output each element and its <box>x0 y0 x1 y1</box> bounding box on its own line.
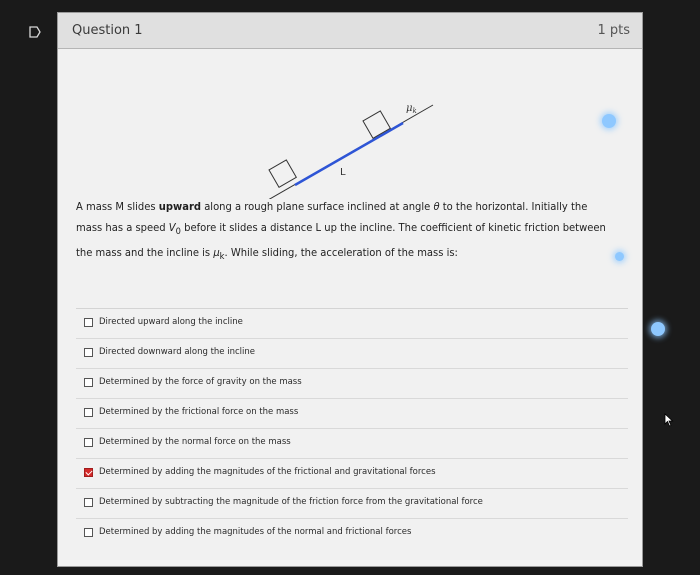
answer-checkbox[interactable] <box>84 348 93 357</box>
answer-checkbox[interactable] <box>84 408 93 417</box>
glare-dot <box>615 252 624 261</box>
answer-option[interactable] <box>76 429 628 459</box>
answer-option[interactable] <box>76 459 628 489</box>
answer-option[interactable] <box>76 399 628 429</box>
answer-label: Determined by subtracting the magnitude of the friction force from the gravitational force <box>99 497 483 507</box>
answer-checkbox[interactable] <box>84 498 93 507</box>
mu-k-label: $\mu_k$ <box>406 103 417 115</box>
answer-label: Determined by the normal force on the mass <box>99 437 291 447</box>
answer-option[interactable] <box>76 489 628 519</box>
question-title: Question 1 <box>72 23 143 38</box>
question-card <box>57 12 643 567</box>
glare-dot <box>651 322 665 336</box>
answer-checkbox[interactable] <box>84 528 93 537</box>
answer-label: Determined by the frictional force on the mass <box>99 407 299 417</box>
answer-checkbox[interactable] <box>84 378 93 387</box>
answer-option[interactable] <box>76 369 628 399</box>
answer-option[interactable] <box>76 339 628 369</box>
flag-icon[interactable] <box>28 25 42 39</box>
answer-label: Determined by adding the magnitudes of the frictional and gravitational forces <box>99 467 436 477</box>
mouse-cursor-icon <box>664 413 674 427</box>
mass-block-top <box>363 111 390 138</box>
question-points: 1 pts <box>597 23 630 38</box>
answer-label: Directed upward along the incline <box>99 317 243 327</box>
answer-checkbox[interactable] <box>84 318 93 327</box>
question-text: A mass M slides upward along a rough plane surface inclined at angle θ to the horizontal. Initially the mass has a speed $V_0$ before it slides a distance L up the incline. The coefficient of kinetic friction between the mass and the incline is $\mu_k$. While sliding, the acceleration of the mass is: <box>76 201 606 263</box>
answer-checkbox-checked[interactable] <box>84 468 93 477</box>
answer-list <box>76 308 628 548</box>
incline-highlight <box>295 123 403 185</box>
glare-dot <box>602 114 616 128</box>
mass-block-bottom <box>269 160 296 187</box>
answer-checkbox[interactable] <box>84 438 93 447</box>
answer-label: Directed downward along the incline <box>99 347 255 357</box>
incline-diagram <box>58 49 642 199</box>
answer-label: Determined by adding the magnitudes of the normal and frictional forces <box>99 527 412 537</box>
answer-label: Determined by the force of gravity on the mass <box>99 377 302 387</box>
answer-option[interactable] <box>76 309 628 339</box>
length-label: L <box>340 167 346 178</box>
answer-option[interactable] <box>76 519 628 548</box>
question-header <box>58 13 642 49</box>
